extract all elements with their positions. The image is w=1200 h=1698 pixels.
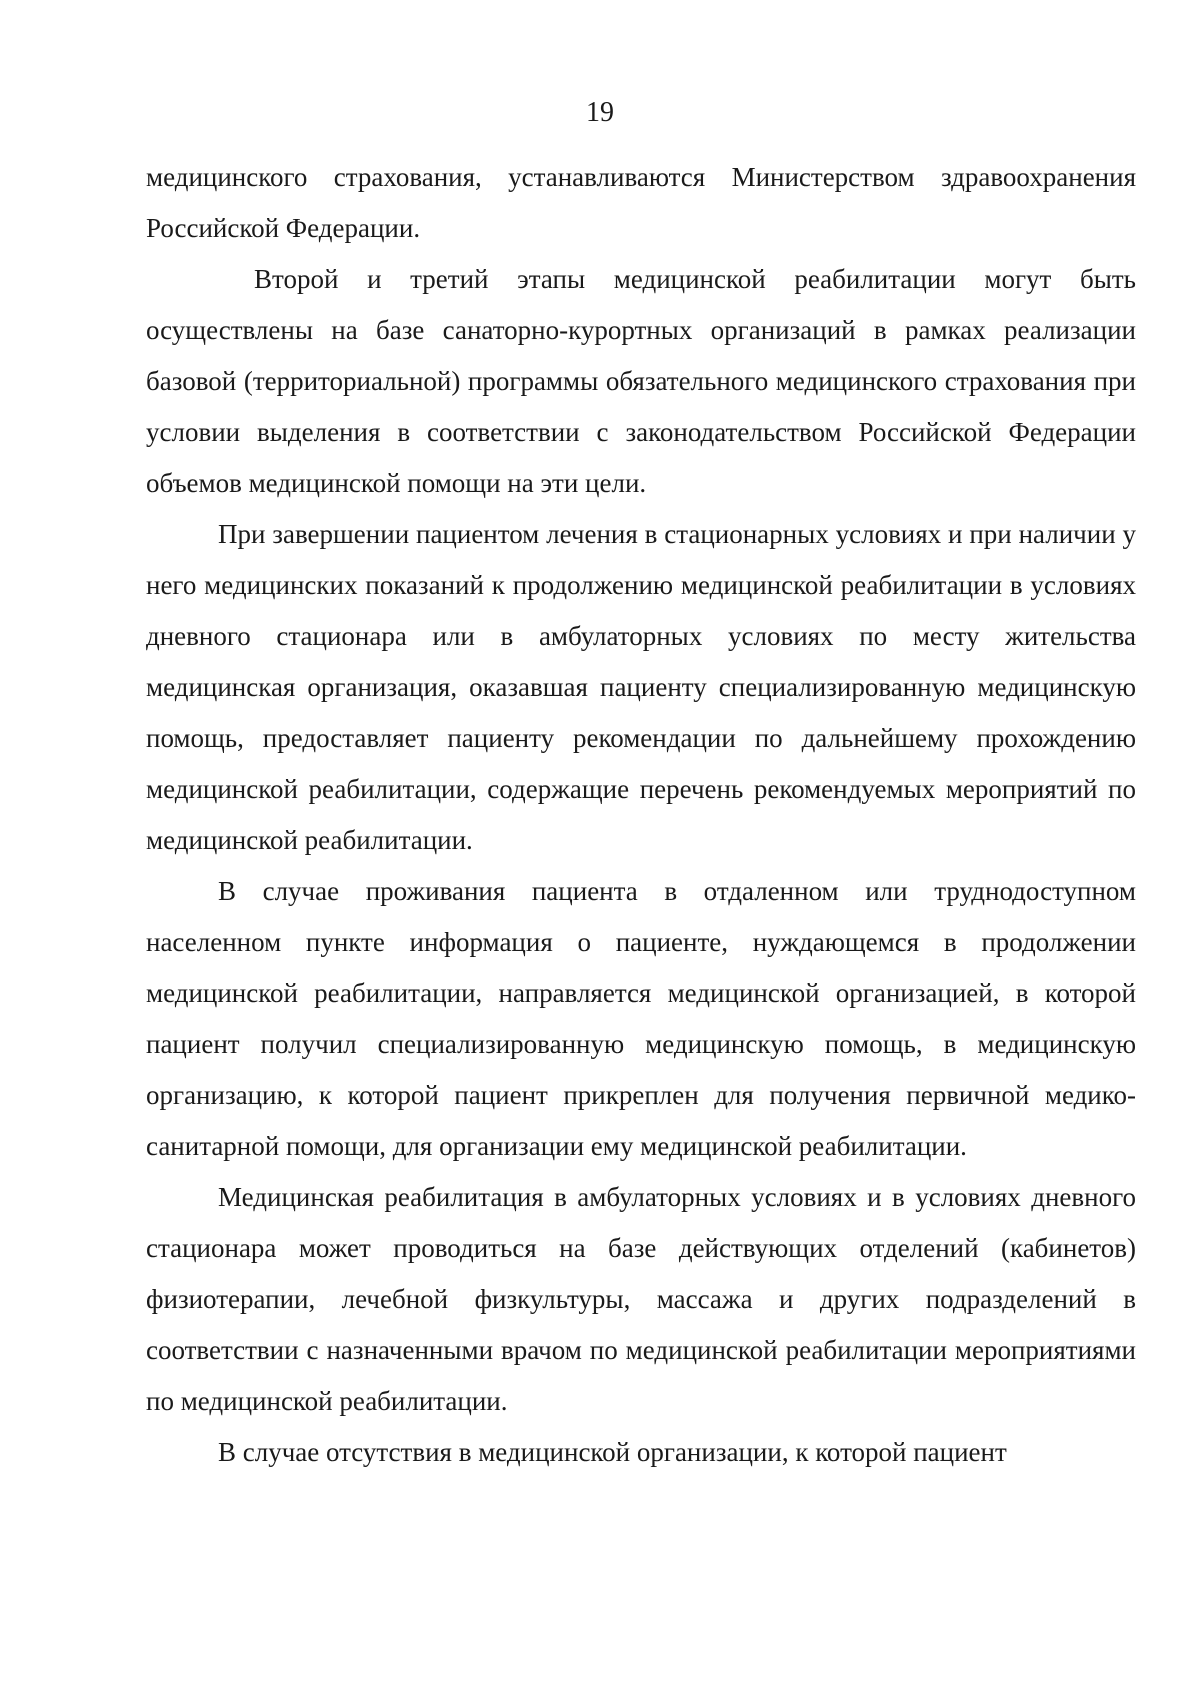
page-number: 19 [586,97,614,128]
paragraph-4: В случае проживания пациента в отдаленном или труднодоступном населенном пункте информация о пациенте, нуждающемся в продолжении медицинской реабилитации, направляется медицинской организацией, в которой пациент получил специализированную медицинскую помощь, в медицинскую организацию, к которой пациент прикреплен для получения первичной медико-санитарной помощи, для организации ему медицинской реабилитации. [146,876,1136,1161]
paragraph-5: Медицинская реабилитация в амбулаторных условиях и в условиях дневного стационара может проводиться на базе действующих отделений (кабинетов) физиотерапии, лечебной физкультуры, массажа и других подразделений в соответствии с назначенными врачом по медицинской реабилитации мероприятиями по медицинской реабилитации. [146,1182,1136,1416]
paragraph-6: В случае отсутствия в медицинской организации, к которой пациент [218,1437,1007,1467]
paragraph-2: Второй и третий этапы медицинской реабилитации могут быть осуществлены на базе санаторно-курортных организаций в рамках реализации базовой (территориальной) программы обязательного медицинского страхования при условии выделения в соответствии с законодательством Российской Федерации объемов медицинской помощи на эти цели. [146,264,1136,498]
paragraph-1: медицинского страхования, устанавливаются Министерством здравоохранения Российской Федерации. [146,162,1136,243]
paragraph-3: При завершении пациентом лечения в стационарных условиях и при наличии у него медицинских показаний к продолжению медицинской реабилитации в условиях дневного стационара или в амбулаторных условиях по месту жительства медицинская организация, оказавшая пациенту специализированную медицинскую помощь, предоставляет пациенту рекомендации по дальнейшему прохождению медицинской реабилитации, содержащие перечень рекомендуемых мероприятий по медицинской реабилитации. [146,519,1136,855]
document-body [146,152,1136,1478]
